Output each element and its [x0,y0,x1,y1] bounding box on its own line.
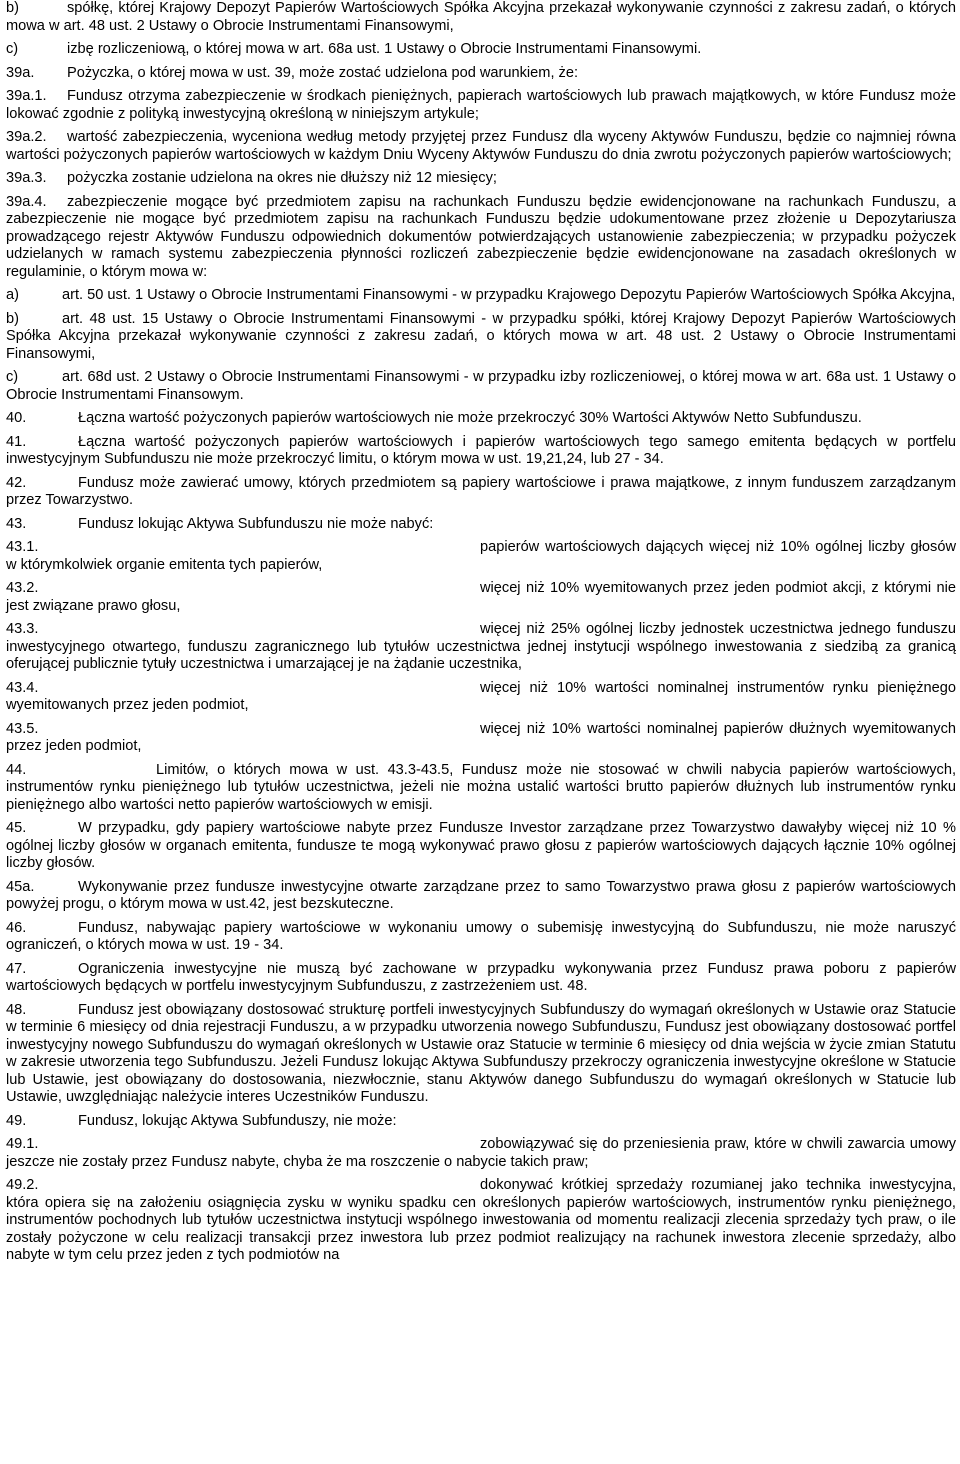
paragraph-45a [6,879,956,914]
document-page [6,0,956,1265]
paragraph-39a [6,65,956,83]
paragraph-text: więcej niż 10% wartości nominalnej papierów dłużnych wyemitowanych przez jeden podmiot, [6,720,956,754]
paragraph-text: zobowiązywać się do przeniesienia praw, które w chwili zawarcia umowy jeszcze nie zostały przez Fundusz nabyte, chyba że ma roszczenie o nabycie takich praw; [6,1136,956,1170]
item-number: 42. [6,474,27,491]
paragraph-text: pożyczka zostanie udzielona na okres nie dłuższy niż 12 miesięcy; [67,170,497,186]
paragraph-46 [6,920,956,955]
paragraph-text: papierów wartościowych dających więcej niż 10% ogólnej liczby głosów w którymkolwiek organie emitenta tych papierów, [6,539,956,573]
paragraph-text: Wykonywanie przez fundusze inwestycyjne otwarte zarządzane przez to samo Towarzystwo prawa głosu z papierów wartościowych powyżej progu, o którym mowa w ust.42, jest bezskuteczne. [6,878,956,912]
paragraph-text: Pożyczka, o której mowa w ust. 39, może zostać udzielona pod warunkiem, że: [67,64,579,81]
paragraph-45 [6,820,956,873]
paragraph-text: art. 50 ust. 1 Ustawy o Obrocie Instrumentami Finansowymi - w przypadku Krajowego Depozytu Papierów Wartościowych Spółka Akcyjna, [62,287,956,303]
item-number: c) [6,369,19,385]
paragraph-a [6,287,956,305]
item-number: a) [6,287,19,303]
paragraph-40 [6,410,956,428]
item-number: 49.1. [6,1136,39,1152]
paragraph-text: Łączna wartość pożyczonych papierów wartościowych i papierów wartościowych tego samego emitenta będących w portfelu inwestycyjnym Subfunduszu nie może przekroczyć limitu, o którym mowa w ust. 19,21,24, lub 27 - 34. [6,433,956,467]
paragraph-b [6,311,956,364]
item-number: 49.2. [6,1177,39,1193]
item-number: 43.5. [6,720,39,737]
item-number: 48. [6,1001,27,1018]
paragraph-text: Fundusz otrzyma zabezpieczenie w środkach pieniężnych, papierach wartościowych lub prawach majątkowych, w które Fundusz może lokować zgodnie z polityką inwestycyjną określoną w niniejszym artykule; [6,88,956,122]
paragraph-43 [6,516,956,534]
paragraph-text: Fundusz, lokując Aktywa Subfunduszy, nie może: [78,1112,397,1129]
paragraph-text: Limitów, o których mowa w ust. 43.3-43.5, Fundusz może nie stosować w chwili nabycia papierów wartościowych, instrumentów rynku pieniężnego lub tytułów uczestnictwa, jeżeli nie można ustalić wartości brutto papierów dłużnych lub instrumentów rynku pieniężnego albo wartości netto papierów wartościowych w emisji. [6,761,956,813]
item-number: 39a.1. [6,88,47,104]
item-number: 39a.2. [6,129,47,145]
paragraph-text: Fundusz jest obowiązany dostosować strukturę portfeli inwestycyjnych Subfunduszy do wymagań określonych w Ustawie oraz Statucie w terminie 6 miesięcy od dnia rejestracji Funduszu, a w przypadku utworzenia nowego Subfunduszu, Fundusz jest obowiązany dostosować portfel inwestycyjny nowego Subfunduszu do wymagań określonych w Ustawie oraz Statucie w terminie 6 miesięcy od dnia wejścia w życie zmian Statutu w zakresie utworzenia tego Subfunduszu. Jeżeli Fundusz lokując Aktywa Subfunduszy przekroczy ograniczenia inwestycyjne określone w Statucie lub Ustawie, jest obowiązany do dostosowania, niezwłocznie, stanu Aktywów danego Subfunduszu do wymagań określonych w Statucie lub Ustawie, uwzględniając należycie interes Uczestników Funduszu. [6,1001,956,1105]
item-number: 43. [6,515,27,532]
paragraph-49-1 [6,1136,956,1171]
item-number: 43.3. [6,621,39,637]
paragraph-text: więcej niż 10% wartości nominalnej instrumentów rynku pieniężnego wyemitowanych przez jeden podmiot, [6,679,956,713]
item-number: 41. [6,433,27,450]
paragraph-43-5 [6,721,956,756]
paragraph-text: Fundusz, nabywając papiery wartościowe w wykonaniu umowy o subemisję inwestycyjną do Subfunduszu, nie może naruszyć ograniczeń, o których mowa w ust. 19 - 34. [6,919,956,953]
item-number: 45a. [6,878,35,895]
paragraph-39a-3 [6,170,956,188]
paragraph-text: wartość zabezpieczenia, wyceniona według metody przyjętej przez Fundusz dla wyceny Aktywów Funduszu, będzie co najmniej równa wartości pożyczonych papierów wartościowych w każdym Dniu Wyceny Aktywów Funduszu do dnia zwrotu pożyczonych papierów wartościowych; [6,129,956,163]
item-number: 39a. [6,64,35,81]
paragraph-43-1 [6,539,956,574]
paragraph-text: spółkę, której Krajowy Depozyt Papierów Wartościowych Spółka Akcyjna przekazał wykonywanie czynności z zakresu zadań, o których mowa w art. 48 ust. 2 Ustawy o Obrocie Instrumentami Finansowymi, [6,0,956,34]
item-number: 47. [6,960,27,977]
paragraph-text: izbę rozliczeniową, o której mowa w art. 68a ust. 1 Ustawy o Obrocie Instrumentami Finansowymi. [67,41,702,57]
paragraph-text: więcej niż 25% ogólnej liczby jednostek uczestnictwa jednego funduszu inwestycyjnego otwartego, funduszu zagranicznego lub tytułów uczestnictwa jednej instytucji wspólnego inwestowania z siedzibą za granicą oferującej publicznie tytuły uczestnictwa i umarzającej je na żądanie uczestnika, [6,621,956,672]
paragraph-47 [6,961,956,996]
paragraph-39a-1 [6,88,956,123]
paragraph-49-2 [6,1177,956,1265]
item-number: 44. [6,761,27,778]
item-number: 46. [6,919,27,936]
item-number: b) [6,310,19,327]
paragraph-49 [6,1113,956,1131]
item-number: 43.2. [6,580,39,596]
paragraph-41 [6,434,956,469]
paragraph-text: Fundusz może zawierać umowy, których przedmiotem są papiery wartościowe i prawa majątkowe, z innym funduszem zarządzanym przez Towarzystwo. [6,474,956,508]
paragraph-text: W przypadku, gdy papiery wartościowe nabyte przez Fundusze Investor zarządzane przez Towarzystwo dawałyby więcej niż 10 % ogólnej liczby głosów w organach emitenta, fundusze te mogą wykonywać prawo głosu z papierów wartościowych dających łącznie 10% ogólnej liczby głosów. [6,820,956,871]
paragraph-text: Fundusz lokując Aktywa Subfunduszu nie może nabyć: [78,515,434,532]
paragraph-text: dokonywać krótkiej sprzedaży rozumianej jako technika inwestycyjna, która opiera się na założeniu osiągnięcia zysku w wyniku spadku cen określonych papierów wartościowych, instrumentów rynku pieniężnego, instrumentów pochodnych lub tytułów uczestnictwa instytucji wspólnego inwestowania od momentu realizacji zlecenia sprzedaży tych praw, o ile zostały pożyczone w celu realizacji transakcji przez inwestora lub przez podmiot realizujący na rachunek inwestora zlecenie sprzedaży, albo nabyte w tym celu przez jeden z tych podmiotów na [6,1177,956,1263]
paragraph-44 [6,762,956,815]
paragraph-42 [6,475,956,510]
paragraph-43-3 [6,621,956,674]
paragraph-text: zabezpieczenie mogące być przedmiotem zapisu na rachunkach Funduszu będzie ewidencjonowane na rachunkach Funduszu, a zabezpieczenie nie mogące być przedmiotem zapisu na rachunkach Funduszu będzie udokumentowane przez złożenie u Depozytariusza prowadzącego rejestr Aktywów Funduszu odpowiednich dokumentów potwierdzających ustanowienie zabezpieczenia; w przypadku pożyczek udzielanych w ramach systemu zabezpieczenia płynności rozliczeń zabezpieczenie będzie ewidencjonowane na zasadach określonych w regulaminie, o którym mowa w: [6,193,956,280]
item-number: 45. [6,820,27,836]
paragraph-b-top [6,0,956,35]
paragraph-43-4 [6,680,956,715]
paragraph-43-2 [6,580,956,615]
paragraph-text: Łączna wartość pożyczonych papierów wartościowych nie może przekroczyć 30% Wartości Aktywów Netto Subfunduszu. [78,410,862,426]
paragraph-text: art. 68d ust. 2 Ustawy o Obrocie Instrumentami Finansowymi - w przypadku izby rozliczeniowej, o której mowa w art. 68a ust. 1 Ustawy o Obrocie Instrumentami Finansowym. [6,369,956,403]
item-number: 43.1. [6,539,39,555]
paragraph-text: więcej niż 10% wyemitowanych przez jeden podmiot akcji, z którymi nie jest związane prawo głosu, [6,580,956,614]
paragraph-48 [6,1002,956,1107]
paragraph-text: Ograniczenia inwestycyjne nie muszą być zachowane w przypadku wykonywania przez Fundusz prawa poboru z papierów wartościowych będących w portfelu inwestycyjnym Subfunduszu, z zastrzeżeniem ust. 48. [6,960,956,994]
item-number: c) [6,41,19,57]
item-number: 43.4. [6,679,39,696]
item-number: b) [6,0,19,16]
item-number: 39a.3. [6,170,47,186]
paragraph-39a-4 [6,194,956,282]
item-number: 40. [6,410,27,426]
paragraph-39a-2 [6,129,956,164]
item-number: 49. [6,1112,27,1129]
paragraph-c-top [6,41,956,59]
item-number: 39a.4. [6,193,47,210]
paragraph-text: art. 48 ust. 15 Ustawy o Obrocie Instrumentami Finansowymi - w przypadku spółki, której Krajowy Depozyt Papierów Wartościowych Spółka Akcyjna przekazał wykonywanie czynności z zakresu zadań, o których mowa w art. 48 ust. 2 Ustawy o Obrocie Instrumentami Finansowymi, [6,310,956,362]
paragraph-c [6,369,956,404]
